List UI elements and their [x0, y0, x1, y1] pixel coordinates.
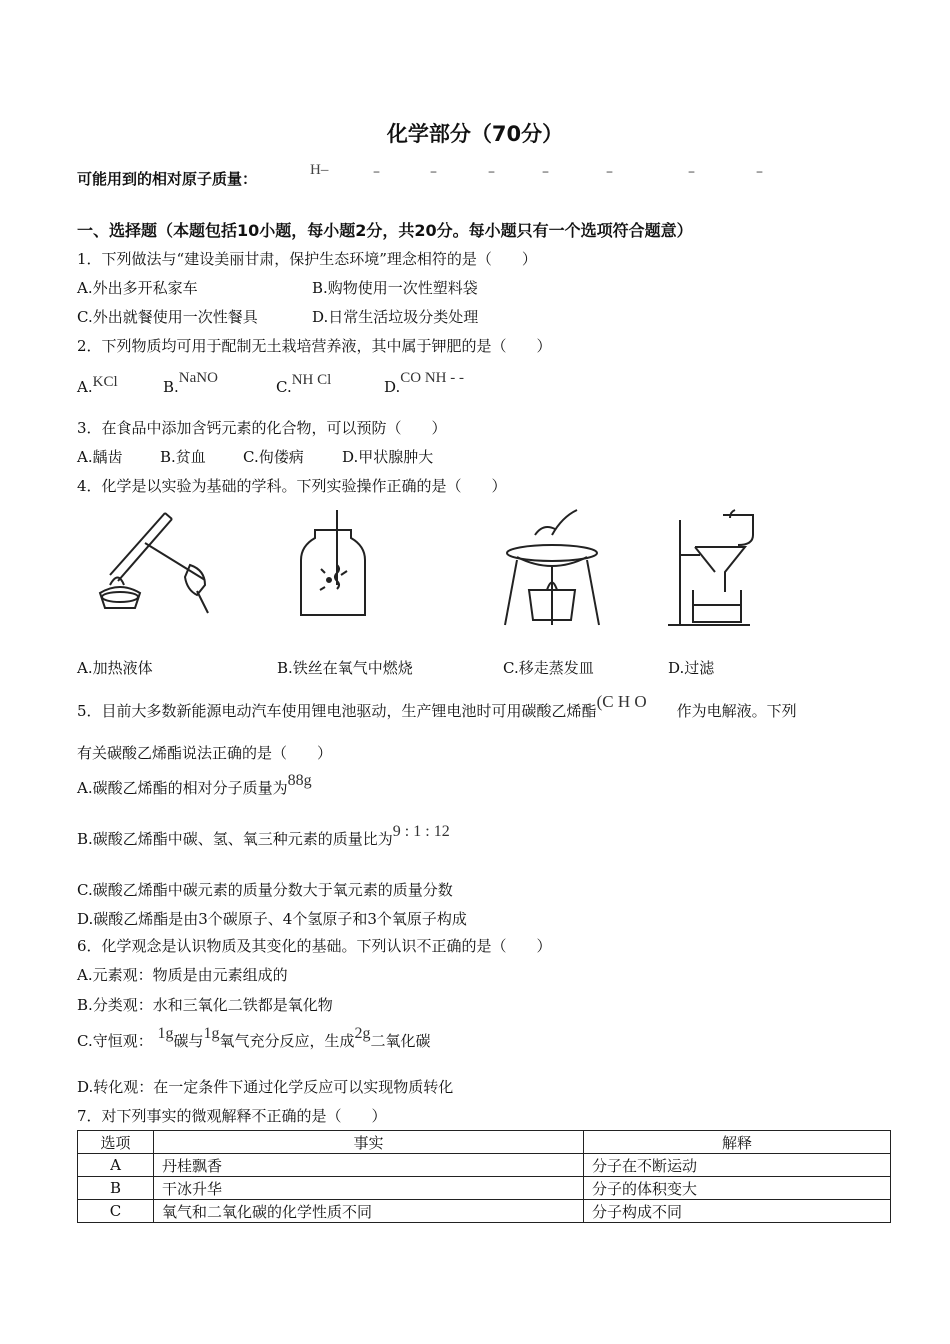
formula-c3h4o3: (C H O: [596, 692, 647, 711]
q5-option-c: C.碳酸乙烯酯中碳元素的质量分数大于氧元素的质量分数: [77, 881, 453, 899]
question-5-stem-line2: 有关碳酸乙烯酯说法正确的是（ ）: [77, 744, 333, 762]
formula-nh4cl: NH Cl: [291, 372, 332, 388]
formula-kcl: KCl: [92, 374, 118, 390]
table-cell: 分子的体积变大: [584, 1177, 891, 1200]
table-cell: 分子在不断运动: [584, 1154, 891, 1177]
figure-evaporating-dish: [497, 505, 607, 630]
atomic-mass-dash: –: [430, 164, 437, 180]
q4-option-a: A.加热液体: [77, 659, 153, 677]
question-6-stem: 6．化学观念是认识物质及其变化的基础。下列认识不正确的是（ ）: [77, 937, 552, 955]
atomic-mass-h: H–: [310, 162, 329, 178]
section-heading: 一、选择题（本题包括10小题，每小题2分，共20分。每小题只有一个选项符合题意）: [77, 221, 693, 240]
q2-option-d: D.CO NH - -: [384, 370, 465, 396]
q1-option-b: B.购物使用一次性塑料袋: [312, 279, 478, 297]
q6-option-b: B.分类观：水和三氧化二铁都是氧化物: [77, 996, 333, 1014]
atomic-mass-dash: –: [756, 164, 763, 180]
table-header-row: [78, 1131, 891, 1154]
q3-option-a: A.龋齿: [77, 448, 123, 466]
formula-nano3: NaNO: [178, 370, 218, 386]
table-cell: 分子构成不同: [584, 1200, 891, 1223]
table-cell: 丹桂飘香: [154, 1154, 584, 1177]
table-cell: C: [78, 1200, 154, 1223]
table-header: 选项: [78, 1131, 154, 1154]
figure-iron-wire-burning: [295, 505, 375, 625]
atomic-mass-dash: –: [688, 164, 695, 180]
q5-option-d: D.碳酸乙烯酯是由3个碳原子、4个氢原子和3个氧原子构成: [77, 910, 467, 928]
question-4-stem: 4．化学是以实验为基础的学科。下列实验操作正确的是（ ）: [77, 477, 507, 495]
table-row: [78, 1177, 891, 1200]
question-2-stem: 2．下列物质均可用于配制无土栽培营养液，其中属于钾肥的是（ ）: [77, 337, 552, 355]
table-cell: 干冰升华: [154, 1177, 584, 1200]
q3-option-d: D.甲状腺肿大: [342, 448, 434, 466]
atomic-mass-dash: –: [373, 164, 380, 180]
q4-option-b: B.铁丝在氧气中燃烧: [277, 659, 413, 677]
figure-filtration: [665, 505, 765, 635]
formula-urea: CO NH - -: [400, 370, 465, 386]
value-mass-ratio: 9 : 1 : 12: [392, 823, 450, 840]
q3-option-b: B.贫血: [160, 448, 206, 466]
q6-option-d: D.转化观：在一定条件下通过化学反应可以实现物质转化: [77, 1078, 454, 1096]
q1-option-a: A.外出多开私家车: [77, 279, 198, 297]
question-3-stem: 3．在食品中添加含钙元素的化合物，可以预防（ ）: [77, 419, 447, 437]
q4-option-d: D.过滤: [668, 659, 715, 677]
table-cell: A: [78, 1154, 154, 1177]
question-1-stem: 1．下列做法与“建设美丽甘肃，保护生态环境”理念相符的是（ ）: [77, 250, 537, 268]
table-row: [78, 1200, 891, 1223]
q7-table: [77, 1130, 891, 1223]
atomic-mass-label: 可能用到的相对原子质量：: [77, 170, 258, 188]
table-header: 事实: [154, 1131, 584, 1154]
q5-option-b: B.碳酸乙烯酯中碳、氢、氧三种元素的质量比为9 : 1 : 12: [77, 823, 450, 848]
q2-option-a: A.KCl: [77, 374, 118, 396]
atomic-mass-dash: –: [488, 164, 495, 180]
q5-option-a: A.碳酸乙烯酯的相对分子质量为88g: [77, 772, 312, 797]
q6-option-c: C.守恒观： 1g碳与1g氧气充分反应，生成2g二氧化碳: [77, 1025, 431, 1050]
atomic-mass-dash: –: [542, 164, 549, 180]
table-row: [78, 1154, 891, 1177]
value-1g-oxygen: 1g: [203, 1025, 220, 1042]
table-header: 解释: [584, 1131, 891, 1154]
value-2g: 2g: [354, 1025, 371, 1042]
q3-option-c: C.佝偻病: [243, 448, 304, 466]
q1-option-d: D.日常生活垃圾分类处理: [312, 308, 479, 326]
table-cell: 氧气和二氧化碳的化学性质不同: [154, 1200, 584, 1223]
q6-option-a: A.元素观：物质是由元素组成的: [77, 966, 288, 984]
question-7-stem: 7．对下列事实的微观解释不正确的是（ ）: [77, 1107, 387, 1125]
question-5-stem: 5．目前大多数新能源电动汽车使用锂电池驱动，生产锂电池时可用碳酸乙烯酯(C H O 作为电解液。下列: [77, 692, 797, 720]
table-cell: B: [78, 1177, 154, 1200]
q2-option-c: C.NH Cl: [276, 372, 332, 396]
page-title: 化学部分（70分）: [386, 122, 564, 146]
q2-option-b: B.NaNO: [163, 370, 218, 396]
value-88g: 88g: [287, 772, 312, 789]
figure-heating-liquid: [90, 505, 220, 635]
value-1g-carbon: 1g: [157, 1025, 174, 1042]
atomic-mass-dash: –: [606, 164, 613, 180]
q4-option-c: C.移走蒸发皿: [503, 659, 594, 677]
q1-option-c: C.外出就餐使用一次性餐具: [77, 308, 258, 326]
